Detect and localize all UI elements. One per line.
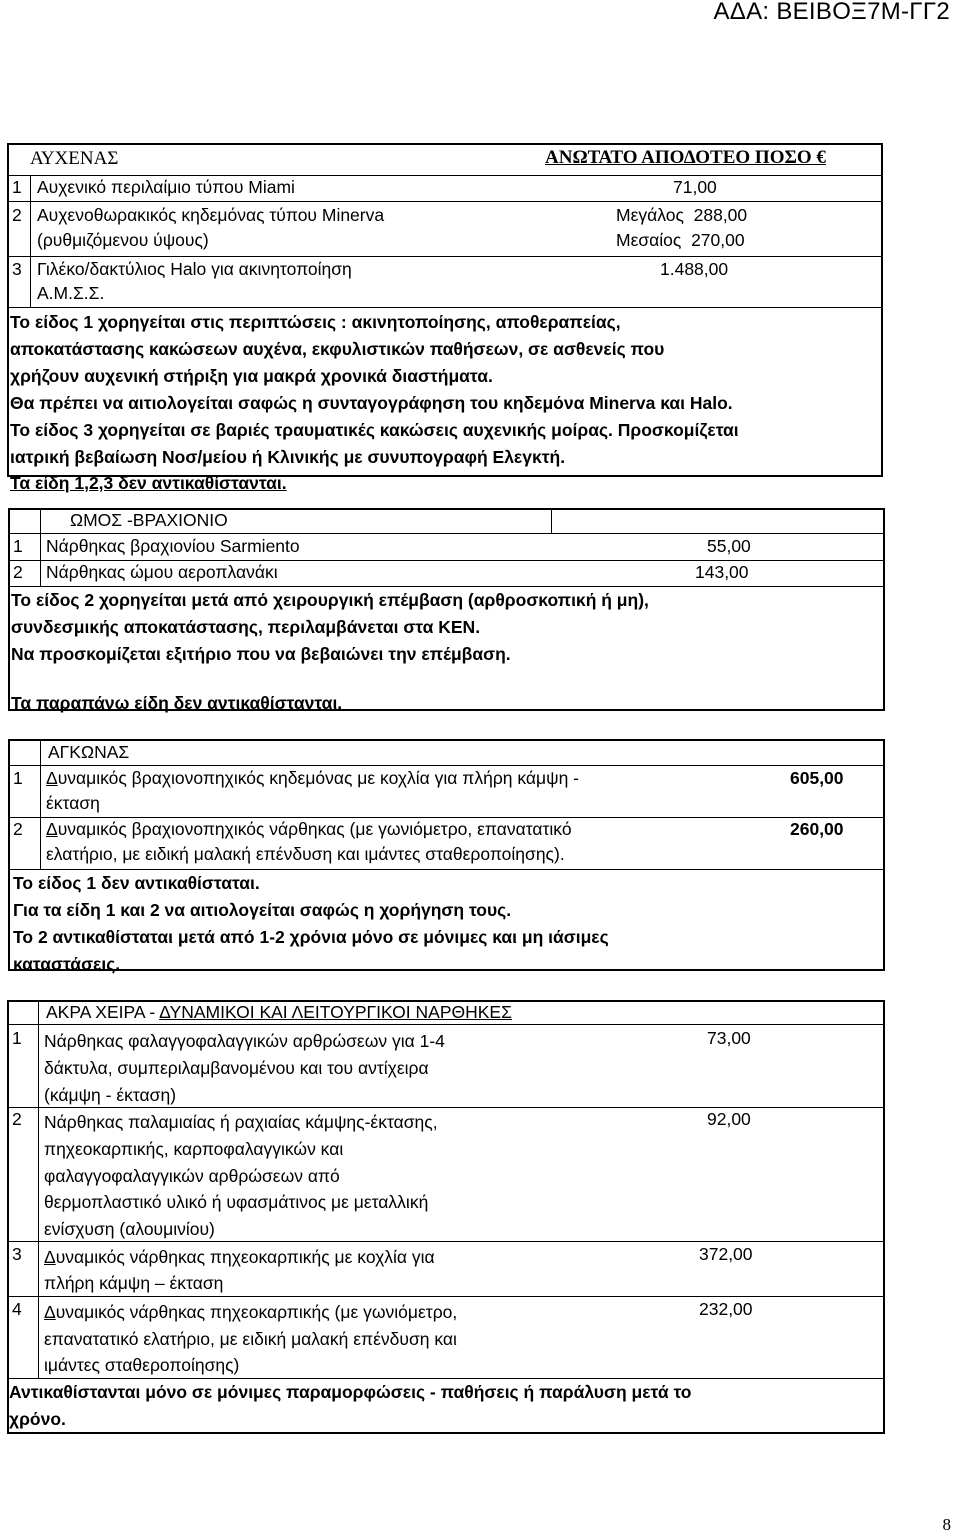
hand-note: Αντικαθίστανται μόνο σε μόνιμες παραμορφώσεις - παθήσεις ή παράλυση μετά το — [9, 1382, 692, 1402]
hand-note: χρόνο. — [9, 1409, 66, 1429]
neck-item-3-desc-2: Α.Μ.Σ.Σ. — [37, 283, 105, 303]
neck-note: αποκατάστασης κακώσεων αυχένα, εκφυλιστικών παθήσεων, σε ασθενείς που — [10, 339, 665, 359]
neck-item-1-desc: Αυχενικό περιλαίμιο τύπου Miami — [37, 177, 295, 197]
hand-item-2-no: 2 — [12, 1109, 22, 1129]
hand-item-4-no: 4 — [12, 1299, 22, 1319]
neck-note: Το είδος 1 χορηγείται στις περιπτώσεις : ακινητοποίησης, αποθεραπείας, — [10, 312, 621, 332]
shoulder-item-2-price: 143,00 — [695, 562, 749, 582]
neck-item-3-desc-1: Γιλέκο/δακτύλιος Halo για ακινητοποίηση — [37, 259, 352, 279]
elbow-item-2-price: 260,00 — [790, 819, 844, 839]
neck-item-2-price-medium: Μεσαίος 270,00 — [616, 230, 745, 250]
neck-item-2-price-large: Μεγάλος 288,00 — [616, 205, 748, 225]
hand-item-1-price: 73,00 — [707, 1028, 751, 1048]
shoulder-item-1-desc: Νάρθηκας βραχιονίου Sarmiento — [46, 536, 300, 556]
elbow-notes — [13, 870, 873, 978]
shoulder-item-2-no: 2 — [13, 562, 23, 582]
shoulder-note: συνδεσμικής αποκατάστασης, περιλαμβάνεται στα ΚΕΝ. — [11, 617, 481, 637]
hand-item-2-desc: Νάρθηκας παλαμιαίας ή ραχιαίας κάμψης-έκτασης, πηχεοκαρπικής, καρποφαλαγγικών και φαλαγγοφαλαγγικών αρθρώσεων από θερμοπλαστικό υλικό ή υφασμάτινος με μεταλλική ενίσχυση (αλουμινίου) — [44, 1112, 438, 1240]
shoulder-item-2-desc: Νάρθηκας ώμου αεροπλανάκι — [46, 562, 278, 582]
elbow-note: καταστάσεις. — [13, 954, 121, 974]
hand-notes — [9, 1379, 879, 1433]
hand-item-3-price: 372,00 — [699, 1244, 753, 1264]
elbow-item-1-desc-2: έκταση — [46, 793, 100, 813]
hand-item-3-no: 3 — [12, 1244, 22, 1264]
neck-item-3-no: 3 — [12, 259, 22, 279]
neck-note: Θα πρέπει να αιτιολογείται σαφώς η συνταγογράφηση του κηδεμόνα Minerva και Halo. — [10, 393, 733, 413]
shoulder-notes — [11, 587, 881, 717]
shoulder-item-1-no: 1 — [13, 536, 23, 556]
neck-title: ΑΥΧΕΝΑΣ — [30, 148, 119, 169]
neck-item-2-desc-2: (ρυθμιζόμενου ύψους) — [37, 230, 209, 250]
shoulder-title: ΩΜΟΣ -ΒΡΑΧΙΟΝΙΟ — [70, 510, 228, 530]
hand-item-1-no: 1 — [12, 1028, 22, 1048]
neck-note: χρήζουν αυχενική στήριξη για μακρά χρονικά διαστήματα. — [10, 366, 493, 386]
hand-item-2-price: 92,00 — [707, 1109, 751, 1129]
neck-note: Το είδος 3 χορηγείται σε βαριές τραυματικές κακώσεις αυχενικής μοίρας. Προσκομίζεται — [10, 420, 739, 440]
page-number: 8 — [942, 1515, 951, 1534]
hand-item-4-price: 232,00 — [699, 1299, 753, 1319]
elbow-note: Το 2 αντικαθίσταται μετά από 1-2 χρόνια μόνο σε μόνιμες και μη ιάσιμες — [13, 927, 609, 947]
elbow-note: Το είδος 1 δεν αντικαθίσταται. — [13, 873, 260, 893]
neck-note: ιατρική βεβαίωση Νοσ/μείου ή Κλινικής με συνυπογραφή Ελεγκτή. — [10, 447, 566, 467]
elbow-note: Για τα είδη 1 και 2 να αιτιολογείται σαφώς η χορήγηση τους. — [13, 900, 512, 920]
hand-item-3-desc: Δυναμικός νάρθηκας πηχεοκαρπικής με κοχλία για πλήρη κάμψη – έκταση — [44, 1247, 435, 1293]
elbow-item-2-no: 2 — [13, 819, 23, 839]
hand-title: ΑΚΡΑ ΧΕΙΡΑ - ΔΥΝΑΜΙΚΟΙ ΚΑΙ ΛΕΙΤΟΥΡΓΙΚΟΙ ΝΑΡΘΗΚΕΣ — [46, 1002, 512, 1022]
shoulder-note: Να προσκομίζεται εξιτήριο που να βεβαιώνει την επέμβαση. — [11, 644, 511, 664]
hand-item-1-desc: Νάρθηκας φαλαγγοφαλαγγικών αρθρώσεων για 1-4 δάκτυλα, συμπεριλαμβανομένου και του αντίχειρα (κάμψη - έκταση) — [44, 1031, 445, 1105]
neck-item-2-no: 2 — [12, 205, 22, 225]
max-price-header: ΑΝΩΤΑΤΟ ΑΠΟΔΟΤΕΟ ΠΟΣΟ € — [545, 147, 826, 168]
shoulder-note-underlined: Τα παραπάνω είδη δεν αντικαθίστανται. — [11, 693, 343, 713]
shoulder-note: Το είδος 2 χορηγείται μετά από χειρουργική επέμβαση (αρθροσκοπική ή μη), — [11, 590, 649, 610]
elbow-item-2-desc-1: Δυναμικός βραχιονοπηχικός νάρθηκας (με γωνιόμετρο, επανατατικό — [46, 819, 572, 839]
neck-notes — [10, 309, 880, 495]
elbow-item-1-no: 1 — [13, 768, 23, 788]
elbow-item-1-desc-1: Δυναμικός βραχιονοπηχικός κηδεμόνας με κοχλία για πλήρη κάμψη - — [46, 768, 580, 788]
shoulder-item-1-price: 55,00 — [707, 536, 751, 556]
elbow-title: ΑΓΚΩΝΑΣ — [48, 742, 130, 762]
neck-item-2-desc-1: Αυχενοθωρακικός κηδεμόνας τύπου Minerva — [37, 205, 385, 225]
neck-item-1-no: 1 — [12, 177, 22, 197]
neck-item-3-price: 1.488,00 — [660, 259, 729, 279]
neck-item-1-price: 71,00 — [673, 177, 717, 197]
elbow-item-2-desc-2: ελατήριο, με ειδική μαλακή επένδυση και ιμάντες σταθεροποίησης). — [46, 844, 565, 864]
elbow-item-1-price: 605,00 — [790, 768, 844, 788]
hand-item-4-desc: Δυναμικός νάρθηκας πηχεοκαρπικής (με γωνιόμετρο, επανατατικό ελατήριο, με ειδική μαλακή επένδυση και ιμάντες σταθεροποίησης) — [44, 1302, 458, 1375]
ada-code: ΑΔΑ: ΒΕΙΒΟΞ7Μ-ΓΓ2 — [713, 0, 950, 25]
neck-note-underlined: Τα είδη 1,2,3 δεν αντικαθίστανται. — [10, 473, 287, 493]
